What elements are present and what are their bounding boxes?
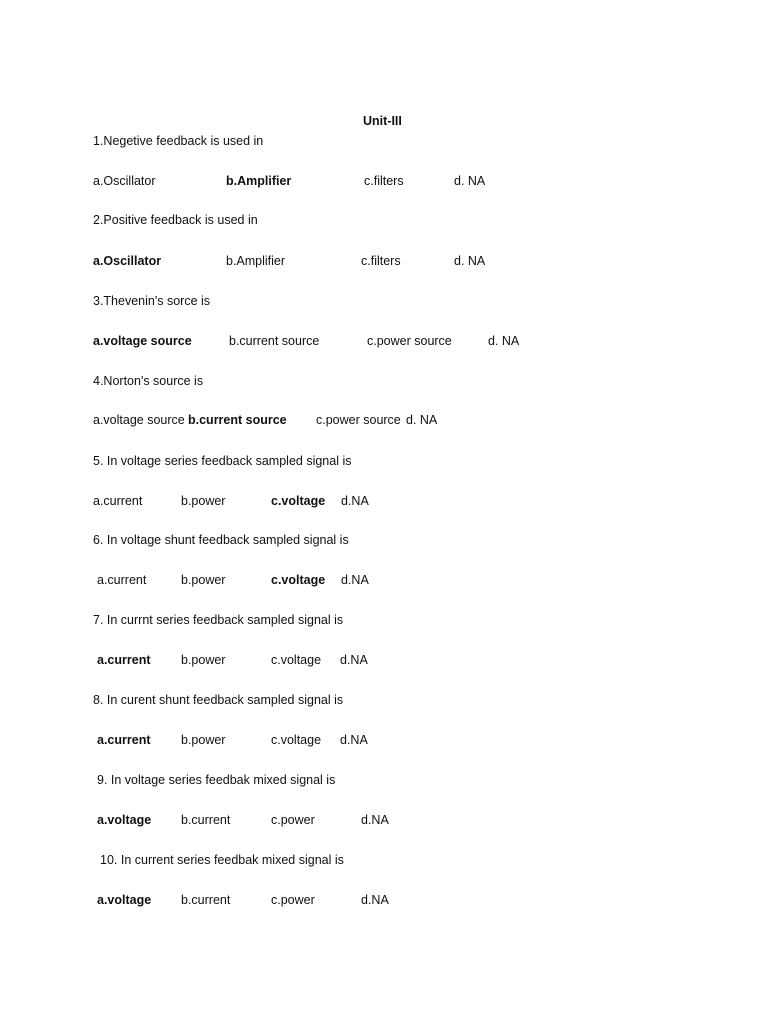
question-text: 1.Negetive feedback is used in: [93, 134, 264, 148]
option-a-correct: a.current: [97, 733, 151, 747]
option-b-correct: b.Amplifier: [226, 174, 292, 188]
option-d: d. NA: [488, 334, 520, 348]
option-c: c.power: [271, 893, 315, 907]
option-b: b.Amplifier: [226, 254, 286, 268]
option-d: d.NA: [361, 893, 389, 907]
option-d: d. NA: [406, 413, 438, 427]
option-d: d.NA: [341, 573, 369, 587]
option-b-correct: b.current source: [188, 413, 287, 427]
option-a: a.voltage source: [93, 413, 185, 427]
question-text: 5. In voltage series feedback sampled signal is: [93, 454, 352, 468]
option-a-correct: a.current: [97, 653, 151, 667]
option-a: a.current: [93, 494, 143, 508]
option-c: c.voltage: [271, 733, 322, 747]
option-c-correct: c.voltage: [271, 573, 326, 587]
option-d: d. NA: [454, 254, 486, 268]
option-c: c.power: [271, 813, 315, 827]
option-c: c.voltage: [271, 653, 322, 667]
option-b: b.current: [181, 893, 231, 907]
option-d: d.NA: [340, 733, 368, 747]
option-c: c.power source: [367, 334, 452, 348]
option-b: b.current source: [229, 334, 320, 348]
option-a-correct: a.voltage source: [93, 334, 192, 348]
option-c: c.power source: [316, 413, 401, 427]
question-text: 8. In curent shunt feedback sampled signal is: [93, 693, 344, 707]
question-text: 6. In voltage shunt feedback sampled signal is: [93, 533, 349, 547]
page-title: Unit-III: [363, 114, 402, 128]
option-b: b.power: [181, 573, 226, 587]
option-a-correct: a.Oscillator: [93, 254, 162, 268]
option-b: b.current: [181, 813, 231, 827]
option-c: c.filters: [361, 254, 401, 268]
option-d: d.NA: [340, 653, 368, 667]
option-a-correct: a.voltage: [97, 893, 152, 907]
option-a-correct: a.voltage: [97, 813, 152, 827]
question-text: 2.Positive feedback is used in: [93, 213, 258, 227]
option-d: d.NA: [361, 813, 389, 827]
option-b: b.power: [181, 733, 226, 747]
option-b: b.power: [181, 653, 226, 667]
option-b: b.power: [181, 494, 226, 508]
option-c: c.filters: [364, 174, 404, 188]
question-text: 3.Thevenin's sorce is: [93, 294, 211, 308]
option-d: d. NA: [454, 174, 486, 188]
question-text: 9. In voltage series feedbak mixed signal is: [97, 773, 336, 787]
question-text: 7. In currnt series feedback sampled signal is: [93, 613, 344, 627]
option-d: d.NA: [341, 494, 369, 508]
question-text: 4.Norton's source is: [93, 374, 204, 388]
option-a: a.current: [97, 573, 147, 587]
question-text: 10. In current series feedbak mixed signal is: [100, 853, 344, 867]
option-a: a.Oscillator: [93, 174, 156, 188]
option-c-correct: c.voltage: [271, 494, 326, 508]
